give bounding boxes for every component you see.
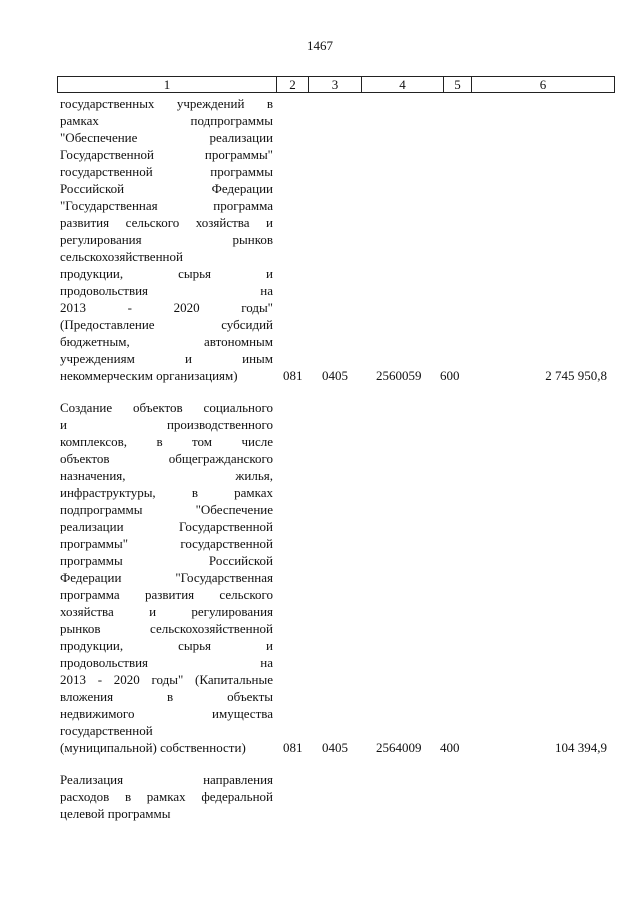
description-line: недвижимого имущества [60, 706, 273, 721]
header-col-6: 6 [539, 77, 547, 92]
description-line: программы" государственной [60, 536, 273, 551]
description-line: 2013 - 2020 годы" [60, 300, 273, 315]
description-line: инфраструктуры, в рамках [60, 485, 273, 500]
description-line: государственной программы [60, 164, 273, 179]
header-col-5: 5 [444, 77, 472, 92]
description-line: целевой программы [60, 806, 171, 821]
description-line: рынков сельскохозяйственной [60, 621, 273, 636]
description-line: вложения в объекты [60, 689, 273, 704]
description-line: реализации Государственной [60, 519, 273, 534]
description-line: развития сельского хозяйства и [60, 215, 273, 230]
description-line: 2013 - 2020 годы" (Капитальные [60, 672, 273, 687]
description-line: продовольствия на [60, 283, 273, 298]
description-line: назначения, жилья, [60, 468, 273, 483]
row-section-code: 0405 [322, 368, 348, 383]
description-line: хозяйства и регулирования [60, 604, 273, 619]
description-line: рамках подпрограммы [60, 113, 273, 128]
description-line: и производственного [60, 417, 273, 432]
description-line: "Государственная программа [60, 198, 273, 213]
header-col-2: 2 [277, 77, 309, 92]
description-line: продукции, сырья и [60, 638, 273, 653]
description-line: Государственной программы" [60, 147, 273, 162]
description-line: государственных учреждений в [60, 96, 273, 111]
description-line: государственной [60, 723, 153, 738]
description-line: бюджетным, автономным [60, 334, 273, 349]
description-line: некоммерческим организациям) [60, 368, 238, 383]
description-line: продукции, сырья и [60, 266, 273, 281]
row-target-code: 2560059 [376, 368, 422, 383]
description-line: учреждениям и иным [60, 351, 273, 366]
row-amount: 2 745 950,8 [545, 368, 607, 383]
description-line: продовольствия на [60, 655, 273, 670]
description-line: (муниципальной) собственности) [60, 740, 246, 755]
description-line: программы Российской [60, 553, 273, 568]
description-line: Создание объектов социального [60, 400, 273, 415]
description-line: сельскохозяйственной [60, 249, 183, 264]
description-line: Российской Федерации [60, 181, 273, 196]
header-col-4: 4 [362, 77, 444, 92]
header-col-3: 3 [309, 77, 362, 92]
description-line: расходов в рамках федеральной [60, 789, 273, 804]
row-ministry-code: 081 [283, 740, 303, 755]
description-line: комплексов, в том числе [60, 434, 273, 449]
row-target-code: 2564009 [376, 740, 422, 755]
row-ministry-code: 081 [283, 368, 303, 383]
row-expense-type: 400 [440, 740, 460, 755]
row-section-code: 0405 [322, 740, 348, 755]
table-header [57, 76, 615, 93]
description-line: программа развития сельского [60, 587, 273, 602]
row-expense-type: 600 [440, 368, 460, 383]
description-line: объектов общегражданского [60, 451, 273, 466]
description-line: "Обеспечение реализации [60, 130, 273, 145]
description-line: (Предоставление субсидий [60, 317, 273, 332]
row-amount: 104 394,9 [555, 740, 607, 755]
row-description [60, 771, 273, 822]
description-line: Федерации "Государственная [60, 570, 273, 585]
header-col-1: 1 [58, 77, 277, 92]
page-number: 1467 [307, 38, 333, 53]
description-line: Реализация направления [60, 772, 273, 787]
row-description [60, 399, 273, 756]
row-description [60, 95, 273, 384]
description-line: подпрограммы "Обеспечение [60, 502, 273, 517]
description-line: регулирования рынков [60, 232, 273, 247]
